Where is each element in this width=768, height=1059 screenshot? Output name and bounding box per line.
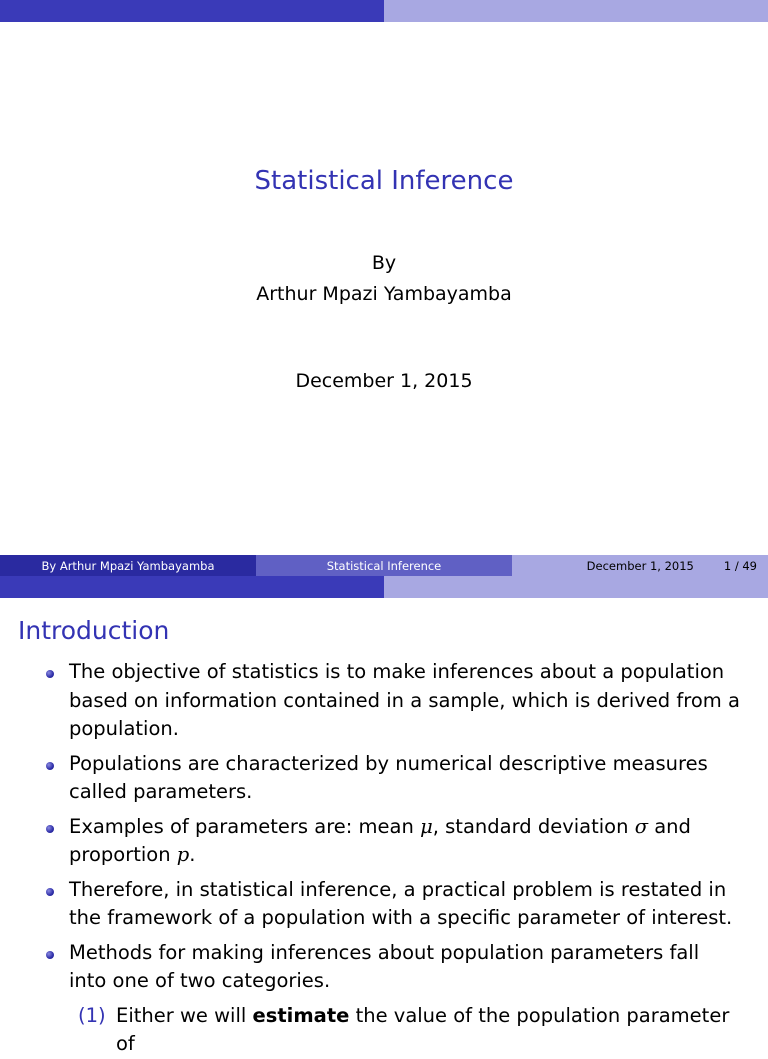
footer-title <box>256 555 512 576</box>
bullet-text-end: . <box>189 843 196 866</box>
sub-item-bold: estimate <box>252 1003 350 1027</box>
bullet-list <box>0 658 768 1059</box>
bullet-text: The objective of statistics is to make inferences about a population based on information contained in a sample, which is derived from a population. <box>69 660 740 740</box>
bullet-text-after: and proportion <box>69 814 691 866</box>
bullet-item <box>0 939 768 996</box>
bullet-icon <box>46 888 54 896</box>
header-bar-2 <box>0 576 768 598</box>
bullet-icon <box>46 670 54 678</box>
sub-item-rest: the value of the population parameter of <box>116 1003 730 1055</box>
bullet-text-mid: , standard deviation <box>432 814 635 838</box>
header-bar-dark <box>0 0 384 22</box>
p-symbol: p <box>176 843 190 866</box>
bullet-item <box>0 658 768 744</box>
bullet-icon <box>46 825 54 833</box>
footer-page-number: 1 / 49 <box>723 558 757 573</box>
presentation-title: Statistical Inference <box>254 166 514 196</box>
presentation-date: December 1, 2015 <box>295 370 473 392</box>
footer-author <box>0 555 256 576</box>
sub-item-prefix: Either we will <box>116 1003 253 1027</box>
sub-item-number: (1) <box>78 1003 106 1027</box>
bullet-icon <box>46 951 54 959</box>
header-bar-dark-2 <box>0 576 384 598</box>
bullet-text-prefix: Examples of parameters are: mean <box>69 814 421 838</box>
introduction-slide <box>0 576 768 1055</box>
header-bar-light-2 <box>384 576 768 598</box>
bullet-text: Populations are characterized by numerical descriptive measures called parameters. <box>69 751 708 803</box>
footer-date: December 1, 2015 <box>586 558 694 573</box>
author-block <box>0 248 768 310</box>
sigma-symbol: σ <box>634 814 648 838</box>
sub-item <box>0 1002 768 1059</box>
header-bar <box>0 0 768 22</box>
bullet-item <box>0 750 768 807</box>
bullet-icon <box>46 762 54 770</box>
bullet-text: Therefore, in statistical inference, a practical problem is restated in the framework of a population with a specific parameter of interest. <box>69 877 733 929</box>
by-label: By <box>371 252 397 274</box>
bullet-item <box>0 876 768 933</box>
bullet-item <box>0 813 768 870</box>
author-name: Arthur Mpazi Yambayamba <box>256 283 512 305</box>
mu-symbol: μ <box>420 814 433 838</box>
bullet-text: Methods for making inferences about population parameters fall into one of two categories. <box>69 940 700 992</box>
footer-author-text: By Arthur Mpazi Yambayamba <box>41 558 215 573</box>
footer-title-text: Statistical Inference <box>326 558 442 573</box>
header-bar-light <box>384 0 768 22</box>
footer-bar <box>0 555 768 576</box>
frame-title: Introduction <box>18 616 170 645</box>
footer-date-page <box>512 555 768 576</box>
